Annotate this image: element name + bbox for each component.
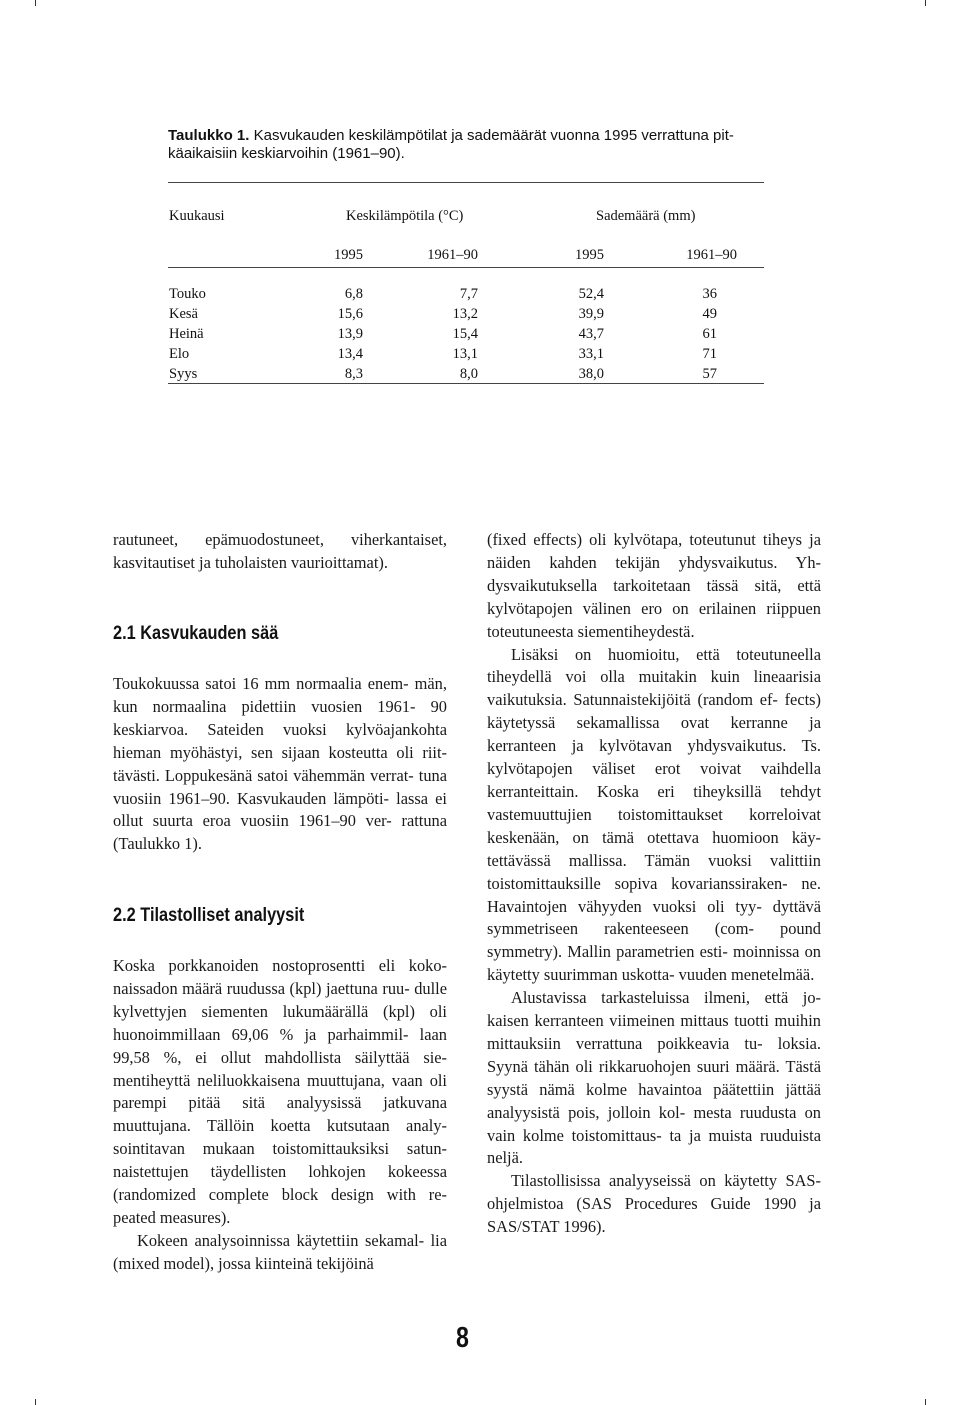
subheader-prec-1995: 1995 bbox=[575, 247, 604, 263]
left-intro bbox=[113, 529, 447, 575]
cell-prec-ref: 36 bbox=[702, 286, 717, 302]
table-top-rule bbox=[168, 182, 764, 183]
cell-temp-ref: 15,4 bbox=[452, 326, 478, 342]
crop-mark-top-left bbox=[35, 0, 36, 6]
subheader-prec-ref: 1961–90 bbox=[686, 247, 737, 263]
section-2-1-paragraph: Toukokuussa satoi 16 mm normaalia enem- män, kun normaalina pidettiin vuosien 1961- 90 keskiarvoa. Sateiden vuoksi kylvöajankohta hieman myöhästyi, sen sijaan kosteutta oli riit- tävästi. Loppukesänä satoi vähemmän verrat- tuna vuosiin 1961–90. Kasvukauden lämpöti- lassa ei ollut suurta eroa vuosiin 1961–90 ver- rattuna (Taulukko 1). bbox=[113, 674, 447, 854]
subheader-temp-1995: 1995 bbox=[334, 247, 363, 263]
right-paragraph-3: Alustavissa tarkasteluissa ilmeni, että jo- kaisen kerranteen viimeinen mittaus tuotti muihin mittauksiin verrattuna poikkeavia tu- loksia. Syynä tähän oli rikkaruohojen suuri määrä. Tästä syystä nämä kolme havaintoa päätettiin jättää analyysistä pois, jolloin kol- mesta ruudusta on vain kolme toistomittaus- ta ja muista ruuduista neljä. bbox=[487, 988, 821, 1168]
section-2-2-paragraph-1: Koska porkkanoiden nostoprosentti eli koko- naissadon määrä ruudussa (kpl) jaettuna ruu- dulle kylvettyjen siementen lukumäärällä (kpl) oli huonoimmillaan 69,06 % ja parhaimmil- laan 99,58 %, ei ollut mahdollista säilyttää sie- mentiheyttä neliluokkaisena muuttujana, vaan oli parempi pitää sitä analyysissä jatkuvana muuttujana. Tällöin koetta kutsutaan analy- sointitavan mukaan toistomittauksiksi satun- naistettujen täydellisten lohkojen kokeessa (randomized complete block design with re- peated measures). bbox=[113, 956, 447, 1227]
header-month: Kuukausi bbox=[169, 208, 225, 224]
page-number: 8 bbox=[456, 1322, 469, 1354]
cell-temp-1995: 6,8 bbox=[344, 286, 363, 302]
right-paragraph-2: Lisäksi on huomioitu, että toteutuneella tiheydellä voi olla muitakin kuin lineaarisia vaikutuksia. Satunnaistekijöitä (random ef- fects) käytetyssä sekamallissa ovat kerranne ja kerranteen ja kylvötavan yhdysvaikutus. Ts. kylvötapojen väliset erot voivat vaihdella kerranteittain. Koska eri tiheyksillä tehdyt vastemuuttujien toistomittaukset korreloivat keskenään, on tämä otettava huomioon käy- tettävässä mallissa. Tämän vuoksi valittiin toistomittauksille sopiva kovarianssiraken- ne. Havaintojen vähyyden vuoksi oli tyy- dyttävä symmetriseen rakenteeseen (com- pound symmetry). Mallin parametrien esti- moinnissa on käytetty suurimman uskotta- vuuden menetelmää. bbox=[487, 644, 821, 985]
cell-month: Kesä bbox=[169, 306, 198, 322]
cell-temp-ref: 13,2 bbox=[452, 306, 478, 322]
section-2-2-paragraph-2: Kokeen analysoinnissa käytettiin sekamal- lia (mixed model), jossa kiinteinä tekijöinä bbox=[113, 1230, 447, 1273]
cell-temp-1995: 15,6 bbox=[337, 306, 363, 322]
cell-month: Syys bbox=[169, 366, 198, 382]
cell-temp-1995: 8,3 bbox=[344, 366, 363, 382]
right-paragraph-4: Tilastollisissa analyyseissä on käytetty SAS-ohjelmistoa (SAS Procedures Guide 1990 ja SAS/STAT 1996). bbox=[487, 1171, 821, 1237]
cell-temp-1995: 13,9 bbox=[337, 326, 363, 342]
cell-month: Heinä bbox=[169, 326, 204, 342]
header-precipitation: Sademäärä (mm) bbox=[596, 208, 696, 224]
table-bottom-rule bbox=[168, 383, 764, 384]
table-caption-text: Kasvukauden keskilämpötilat ja sademäärät vuonna 1995 verrattuna pit- bbox=[253, 127, 734, 144]
cell-prec-1995: 39,9 bbox=[578, 306, 604, 322]
cell-prec-ref: 49 bbox=[702, 306, 717, 322]
cell-temp-ref: 13,1 bbox=[452, 346, 478, 362]
cell-temp-1995: 13,4 bbox=[337, 346, 363, 362]
table-caption-label: Taulukko 1. bbox=[168, 127, 250, 144]
cell-month: Touko bbox=[169, 286, 206, 302]
section-heading-2-2: 2.2 Tilastolliset analyysit bbox=[113, 905, 305, 926]
cell-prec-ref: 61 bbox=[702, 326, 717, 342]
cell-temp-ref: 7,7 bbox=[459, 286, 478, 302]
cell-temp-ref: 8,0 bbox=[459, 366, 478, 382]
intro-paragraph: rautuneet, epämuodostuneet, viherkantaiset, kasvitautiset ja tuholaisten vaurioittamat). bbox=[113, 530, 447, 572]
cell-prec-1995: 43,7 bbox=[578, 326, 604, 342]
table-caption bbox=[168, 127, 778, 163]
table-header-rule bbox=[168, 267, 764, 268]
header-temperature: Keskilämpötila (°C) bbox=[346, 208, 464, 224]
cell-month: Elo bbox=[169, 346, 190, 362]
crop-mark-bottom-right bbox=[925, 1399, 926, 1405]
cell-prec-ref: 57 bbox=[702, 366, 717, 382]
cell-prec-1995: 52,4 bbox=[578, 286, 604, 302]
right-paragraph-1: (fixed effects) oli kylvötapa, toteutunut tiheys ja näiden kahden tekijän yhdysvaikutus. Yh- dysvaikutuksella tarkoitetaan tässä sitä, että kylvötapojen välinen ero on erilainen riippuen toteutuneesta siementiheydestä. bbox=[487, 530, 821, 641]
cell-prec-ref: 71 bbox=[702, 346, 717, 362]
cell-prec-1995: 38,0 bbox=[578, 366, 604, 382]
left-section-2-1-text bbox=[113, 673, 447, 856]
left-section-2-2-text bbox=[113, 955, 447, 1276]
right-column-text bbox=[487, 529, 821, 1239]
section-heading-2-1: 2.1 Kasvukauden sää bbox=[113, 623, 279, 644]
crop-mark-top-right bbox=[925, 0, 926, 6]
crop-mark-bottom-left bbox=[35, 1399, 36, 1405]
subheader-temp-ref: 1961–90 bbox=[427, 247, 478, 263]
cell-prec-1995: 33,1 bbox=[578, 346, 604, 362]
table-caption-text-2: käaikaisiin keskiarvoihin (1961–90). bbox=[168, 145, 405, 162]
